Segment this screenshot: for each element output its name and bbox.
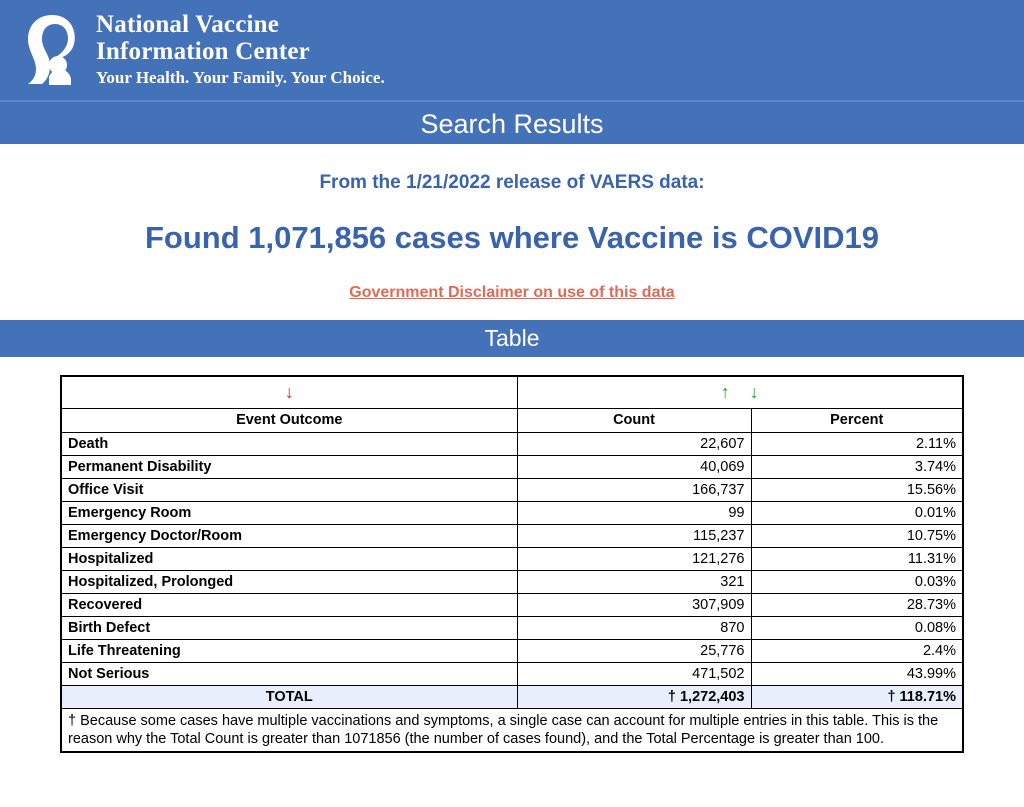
table-row [61, 662, 963, 685]
table-row [61, 547, 963, 570]
cell-count: 321 [517, 570, 751, 593]
cell-outcome: Not Serious [61, 662, 517, 685]
cell-count: 99 [517, 501, 751, 524]
sort-descending-count-icon[interactable]: ↓ [749, 381, 759, 402]
cell-outcome: Hospitalized [61, 547, 517, 570]
site-header [0, 0, 1024, 100]
cell-percent: 2.4% [751, 639, 963, 662]
cell-count: 25,776 [517, 639, 751, 662]
cell-count: 115,237 [517, 524, 751, 547]
table-row [61, 593, 963, 616]
table-row [61, 616, 963, 639]
table-row [61, 455, 963, 478]
cell-outcome: Emergency Room [61, 501, 517, 524]
table-row [61, 570, 963, 593]
results-table-container [0, 357, 1024, 753]
total-percent: † 118.71% [751, 685, 963, 708]
cell-percent: 0.01% [751, 501, 963, 524]
column-header-percent[interactable]: Percent [751, 408, 963, 432]
cell-outcome: Permanent Disability [61, 455, 517, 478]
cell-outcome: Life Threatening [61, 639, 517, 662]
mother-and-child-logo-icon [18, 11, 82, 89]
cell-outcome: Emergency Doctor/Room [61, 524, 517, 547]
release-line: From the 1/21/2022 release of VAERS data: [319, 172, 705, 193]
cell-percent: 3.74% [751, 455, 963, 478]
cell-count: 471,502 [517, 662, 751, 685]
sort-ascending-count-icon[interactable]: ↑ [720, 381, 730, 402]
table-section-bar: Table [0, 320, 1024, 357]
cell-percent: 11.31% [751, 547, 963, 570]
event-outcome-table [60, 375, 964, 753]
total-label: TOTAL [61, 685, 517, 708]
cell-outcome: Death [61, 432, 517, 455]
table-row [61, 524, 963, 547]
table-row [61, 639, 963, 662]
cell-outcome: Hospitalized, Prolonged [61, 570, 517, 593]
government-disclaimer-link[interactable]: Government Disclaimer on use of this data [349, 284, 675, 301]
sort-cell-outcome [61, 376, 517, 408]
cell-percent: 0.08% [751, 616, 963, 639]
table-footnote-row [61, 708, 963, 752]
cell-outcome: Recovered [61, 593, 517, 616]
cell-percent: 28.73% [751, 593, 963, 616]
cell-percent: 2.11% [751, 432, 963, 455]
column-header-count[interactable]: Count [517, 408, 751, 432]
found-cases-line: Found 1,071,856 cases where Vaccine is COVID19 [144, 220, 880, 255]
sort-controls-row [61, 376, 963, 408]
cell-percent: 10.75% [751, 524, 963, 547]
table-total-row [61, 685, 963, 708]
cell-count: 40,069 [517, 455, 751, 478]
table-row [61, 432, 963, 455]
cell-percent: 15.56% [751, 478, 963, 501]
org-tagline: Your Health. Your Family. Your Choice. [96, 68, 385, 87]
results-summary [0, 144, 1024, 320]
cell-count: 307,909 [517, 593, 751, 616]
org-name-line2: Information Center [96, 38, 310, 65]
cell-outcome: Birth Defect [61, 616, 517, 639]
cell-count: 870 [517, 616, 751, 639]
cell-outcome: Office Visit [61, 478, 517, 501]
cell-percent: 43.99% [751, 662, 963, 685]
table-footnote: † Because some cases have multiple vaccinations and symptoms, a single case can account for multiple entries in this table. This is the reason why the Total Count is greater than 1071856 (the number of cases found), and the Total Percentage is greater than 100. [61, 708, 963, 752]
table-row [61, 478, 963, 501]
sort-cell-count [517, 376, 963, 408]
total-count: † 1,272,403 [517, 685, 751, 708]
cell-count: 22,607 [517, 432, 751, 455]
table-row [61, 501, 963, 524]
search-results-bar: Search Results [0, 100, 1024, 144]
sort-descending-outcome-icon[interactable]: ↓ [284, 381, 294, 402]
column-header-event-outcome[interactable]: Event Outcome [61, 408, 517, 432]
org-name-line1: National Vaccine [96, 11, 280, 38]
cell-count: 166,737 [517, 478, 751, 501]
cell-count: 121,276 [517, 547, 751, 570]
cell-percent: 0.03% [751, 570, 963, 593]
table-header-row [61, 408, 963, 432]
org-title-block [96, 11, 385, 89]
